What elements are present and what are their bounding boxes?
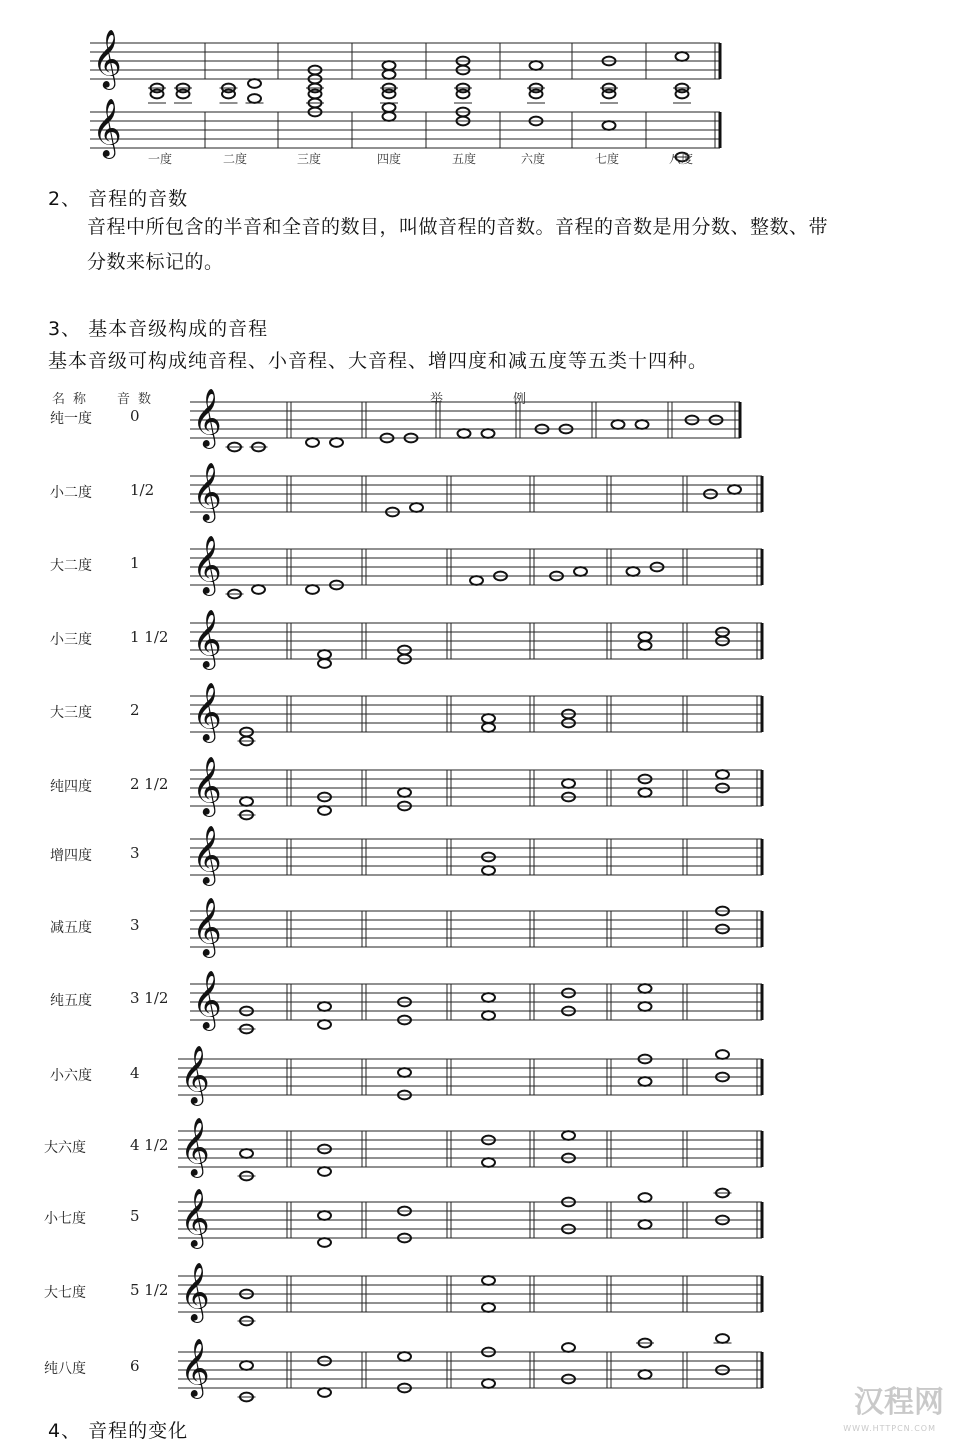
table-header-name: 名称 [52, 392, 95, 407]
section-2-line-2: 分数来标记的。 [87, 251, 224, 273]
semitone-count: 3 [130, 844, 140, 862]
staff-row [190, 476, 762, 512]
semitone-count: 5 [130, 1207, 140, 1225]
semitone-count: 6 [130, 1357, 140, 1375]
semitone-count: 3 [130, 916, 140, 934]
staff-row [190, 402, 740, 438]
whole-note [248, 94, 261, 103]
staff-row [178, 1276, 762, 1312]
staff-row [190, 911, 762, 947]
whole-note [639, 1077, 652, 1086]
staff-row [190, 623, 762, 659]
whole-note [482, 866, 495, 875]
whole-note [458, 429, 471, 438]
whole-note [306, 438, 319, 447]
treble-clef-icon: 𝄞 [192, 534, 222, 594]
whole-note [318, 1211, 331, 1220]
whole-note [482, 723, 495, 732]
whole-note [639, 1193, 652, 1202]
whole-note [716, 1334, 729, 1343]
treble-clef-icon: 𝄞 [192, 387, 222, 447]
interval-name: 大六度 [44, 1140, 86, 1156]
whole-note [383, 70, 396, 79]
semitone-count: 5 1/2 [130, 1281, 169, 1299]
whole-note [383, 61, 396, 70]
whole-note [309, 90, 322, 99]
interval-name: 纯八度 [44, 1361, 86, 1377]
treble-clef-icon: 𝄞 [192, 896, 222, 956]
section-3-intro: 基本音级可构成纯音程、小音程、大音程、增四度和减五度等五类十四种。 [48, 350, 709, 372]
staff-row [190, 839, 762, 875]
semitone-count: 4 [130, 1064, 140, 1082]
interval-name: 纯四度 [50, 779, 92, 795]
staff-row [190, 770, 762, 806]
staff-row [178, 1352, 762, 1388]
whole-note [383, 90, 396, 99]
degree-label: 二度 [223, 152, 248, 166]
treble-clef-icon: 𝄞 [192, 608, 222, 668]
whole-note [383, 103, 396, 112]
whole-note [603, 90, 616, 99]
section-2-heading: 2、 音程的音数 [48, 188, 189, 210]
whole-note [151, 90, 164, 99]
whole-note [530, 90, 543, 99]
whole-note [603, 121, 616, 130]
degree-label: 七度 [595, 152, 620, 166]
whole-note [318, 650, 331, 659]
semitone-count: 3 1/2 [130, 989, 169, 1007]
table-header-example: 举例 [430, 392, 597, 407]
treble-clef-icon: 𝄞 [192, 681, 222, 741]
treble-clef-icon: 𝄞 [180, 1044, 210, 1104]
whole-note [398, 1352, 411, 1361]
whole-note [457, 90, 470, 99]
semitone-count: 1/2 [130, 481, 155, 499]
whole-note [318, 1020, 331, 1029]
whole-note [639, 641, 652, 650]
whole-note [482, 1011, 495, 1020]
whole-note [470, 576, 483, 585]
whole-note [562, 779, 575, 788]
semitone-count: 1 [130, 554, 140, 572]
interval-name: 小二度 [50, 485, 92, 501]
treble-clef-icon: 𝄞 [180, 1337, 210, 1397]
interval-name: 增四度 [50, 848, 92, 864]
degree-label: 三度 [297, 152, 322, 166]
whole-note [177, 90, 190, 99]
interval-name: 小七度 [44, 1211, 86, 1227]
section-2-line-1: 音程中所包含的半音和全音的数目，叫做音程的音数。音程的音数是用分数、整数、带 [87, 216, 829, 238]
whole-note [318, 806, 331, 815]
staff-lower [90, 112, 720, 148]
interval-name: 纯五度 [50, 993, 92, 1009]
whole-note [240, 1361, 253, 1370]
whole-note [676, 52, 689, 61]
semitone-count: 1 1/2 [130, 628, 169, 646]
whole-note [482, 1379, 495, 1388]
interval-name: 小三度 [50, 632, 92, 648]
whole-note [482, 714, 495, 723]
interval-name: 小六度 [50, 1068, 92, 1084]
whole-note [530, 61, 543, 70]
staff-row [178, 1131, 762, 1167]
whole-note [639, 788, 652, 797]
whole-note [482, 1158, 495, 1167]
whole-note [639, 984, 652, 993]
semitone-count: 4 1/2 [130, 1136, 169, 1154]
degree-label: 五度 [452, 152, 477, 166]
whole-note [252, 585, 265, 594]
whole-note [716, 1050, 729, 1059]
whole-note [318, 1002, 331, 1011]
whole-note [318, 1167, 331, 1176]
semitone-count: 0 [130, 407, 140, 425]
whole-note [627, 567, 640, 576]
whole-note [318, 1388, 331, 1397]
whole-note [574, 567, 587, 576]
whole-note [716, 770, 729, 779]
table-header-count: 音数 [117, 392, 160, 407]
whole-note [410, 503, 423, 512]
whole-note [248, 79, 261, 88]
degree-label: 八度 [669, 152, 694, 166]
treble-clef-icon: 𝄞 [192, 824, 222, 884]
treble-clef-icon: 𝄞 [180, 1261, 210, 1321]
interval-name: 大七度 [44, 1285, 86, 1301]
staff-row [190, 549, 762, 585]
degree-label: 四度 [377, 152, 402, 166]
staff-upper [90, 43, 720, 79]
whole-note [222, 90, 235, 99]
interval-name: 大二度 [50, 558, 92, 574]
treble-clef-icon: 𝄞 [92, 28, 122, 88]
whole-note [306, 585, 319, 594]
section-3-heading: 3、 基本音级构成的音程 [48, 318, 269, 340]
treble-clef-icon: 𝄞 [92, 97, 122, 157]
whole-note [676, 90, 689, 99]
whole-note [318, 1238, 331, 1247]
whole-note [636, 420, 649, 429]
whole-note [398, 788, 411, 797]
whole-note [482, 1303, 495, 1312]
treble-clef-icon: 𝄞 [192, 755, 222, 815]
staff-row [178, 1202, 762, 1238]
whole-note [639, 632, 652, 641]
treble-clef-icon: 𝄞 [180, 1116, 210, 1176]
interval-name: 纯一度 [50, 411, 92, 427]
watermark-url: WWW.HTTPCN.COM [843, 1424, 936, 1433]
whole-note [639, 1220, 652, 1229]
staff-row [190, 984, 762, 1020]
whole-note [639, 1002, 652, 1011]
whole-note [639, 1370, 652, 1379]
whole-note [482, 1276, 495, 1285]
whole-note [383, 112, 396, 121]
interval-name: 大三度 [50, 705, 92, 721]
staff-row [190, 696, 762, 732]
whole-note [562, 1343, 575, 1352]
whole-note [482, 429, 495, 438]
treble-clef-icon: 𝄞 [192, 969, 222, 1029]
whole-note [562, 1131, 575, 1140]
section-4-heading: 4、 音程的变化 [48, 1420, 189, 1442]
whole-note [240, 797, 253, 806]
whole-note [728, 485, 741, 494]
degree-label: 一度 [148, 152, 173, 166]
whole-note [318, 659, 331, 668]
whole-note [240, 1149, 253, 1158]
treble-clef-icon: 𝄞 [192, 461, 222, 521]
staff-row [178, 1059, 762, 1095]
whole-note [482, 993, 495, 1002]
interval-name: 减五度 [50, 920, 92, 936]
whole-note [612, 420, 625, 429]
whole-note [330, 438, 343, 447]
semitone-count: 2 1/2 [130, 775, 169, 793]
treble-clef-icon: 𝄞 [180, 1187, 210, 1247]
whole-note [398, 1068, 411, 1077]
watermark-brand: 汉程网 [854, 1385, 944, 1420]
degree-label: 六度 [521, 152, 546, 166]
semitone-count: 2 [130, 701, 140, 719]
